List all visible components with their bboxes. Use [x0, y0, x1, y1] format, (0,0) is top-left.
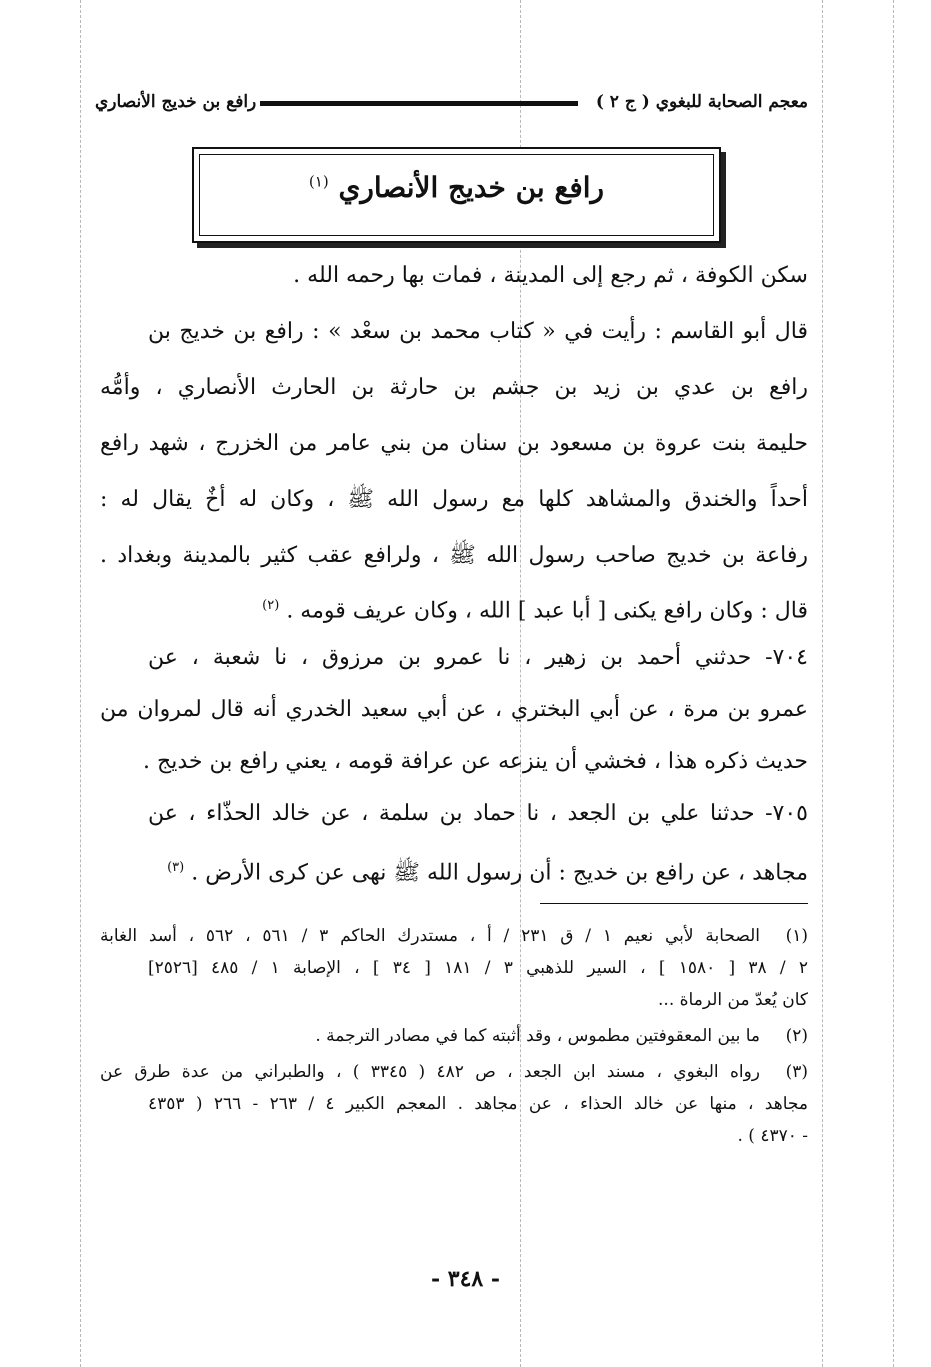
body-line-text: قال : وكان رافع يكنى [ أبا عبد ] الله ، وكان عريف قومه .	[286, 598, 808, 624]
body-line: حليمة بنت عروة بن مسعود بن سنان من بني عامر من الخزرج ، شهد رافع	[100, 431, 809, 456]
body-line: رفاعة بن خديج صاحب رسول الله ﷺ ، ولرافع عقب كثير بالمدينة وبغداد .	[100, 543, 808, 568]
footnote-3-line-2: مجاهد ، منها عن خالد الحذاء ، عن مجاهد . المعجم الكبير ٤ / ٢٦٣ - ٢٦٦ ( ٤٣٥٣	[148, 1094, 808, 1114]
scan-artifact-line	[822, 0, 823, 1367]
scan-artifact-line	[80, 0, 81, 1367]
body-line: حديث ذكره هذا ، فخشي أن ينزعه عن عرافة قومه ، يعني رافع بن خديج .	[143, 749, 808, 774]
hadith-705-line: ٧٠٥- حدثنا علي بن الجعد ، نا حماد بن سلمة ، عن خالد الحذّاء ، عن	[148, 801, 808, 826]
page-number: - ٣٤٨ -	[430, 1266, 501, 1292]
footnote-ref-1: (١)	[308, 172, 329, 191]
entry-title-box	[192, 147, 721, 243]
body-line: رافع بن عدي بن زيد بن جشم بن حارثة بن الحارث الأنصاري ، وأمُّه	[100, 375, 808, 400]
body-line: عمرو بن مرة ، عن أبي البختري ، عن أبي سعيد الخدري أنه قال لمروان من	[100, 697, 808, 722]
body-line-text: مجاهد ، عن رافع بن خديج : أن رسول الله ﷺ نهى عن كرى الأرض .	[191, 860, 808, 886]
entry-title-text: رافع بن خديج الأنصاري	[338, 171, 605, 204]
header-rule	[260, 101, 578, 106]
body-line-with-ref	[148, 580, 808, 632]
header-entry-title: رافع بن خديج الأنصاري	[95, 92, 257, 112]
footnote-number: (٣)	[785, 1062, 808, 1082]
footnote-separator	[540, 903, 808, 904]
footnote-3	[100, 1056, 808, 1088]
header-book-title: معجم الصحابة للبغوي ( ج ٢ )	[595, 92, 808, 112]
body-line: أحداً والخندق والمشاهد كلها مع رسول الله ﷺ ، وكان له أخٌ يقال له :	[100, 487, 808, 512]
scan-artifact-line	[893, 0, 894, 1367]
footnote-text: الصحابة لأبي نعيم ١ / ق ٢٣١ / أ ، مستدرك الحاكم ٣ / ٥٦١ ، ٥٦٢ ، أسد الغابة	[100, 926, 760, 946]
footnote-number: (١)	[785, 926, 808, 946]
hadith-704-line: ٧٠٤- حدثني أحمد بن زهير ، نا عمرو بن مرزوق ، نا شعبة ، عن	[148, 645, 808, 670]
footnote-2	[100, 1020, 808, 1052]
footnote-number: (٢)	[785, 1026, 808, 1046]
footnote-ref-2: (٢)	[262, 598, 280, 613]
footnote-3-line-3: - ٤٣٧٠ ) .	[737, 1126, 808, 1146]
footnote-1-line-2: ٢ / ٣٨ [ ١٥٨٠ ] ، السير للذهبي ٣ / ١٨١ [ ٣٤ ] ، الإصابة ١ / ٤٨٥ [٢٥٢٦]	[148, 958, 808, 978]
entry-title	[194, 171, 719, 204]
footnote-text: رواه البغوي ، مسند ابن الجعد ، ص ٤٨٢ ( ٣٣٤٥ ) ، والطبراني من عدة طرق عن	[100, 1062, 760, 1082]
footnote-1-line-3: كان يُعدّ من الرماة ...	[658, 990, 808, 1010]
body-line-with-ref	[100, 842, 808, 894]
footnote-1	[100, 920, 808, 952]
footnote-text: ما بين المعقوفتين مطموس ، وقد أثبته كما في مصادر الترجمة .	[315, 1026, 760, 1046]
body-line: قال أبو القاسم : رأيت في « كتاب محمد بن سعْد » : رافع بن خديج بن	[148, 319, 808, 344]
body-line: سكن الكوفة ، ثم رجع إلى المدينة ، فمات بها رحمه الله .	[293, 263, 808, 288]
footnote-ref-3: (٣)	[167, 860, 185, 875]
running-header	[95, 92, 808, 116]
